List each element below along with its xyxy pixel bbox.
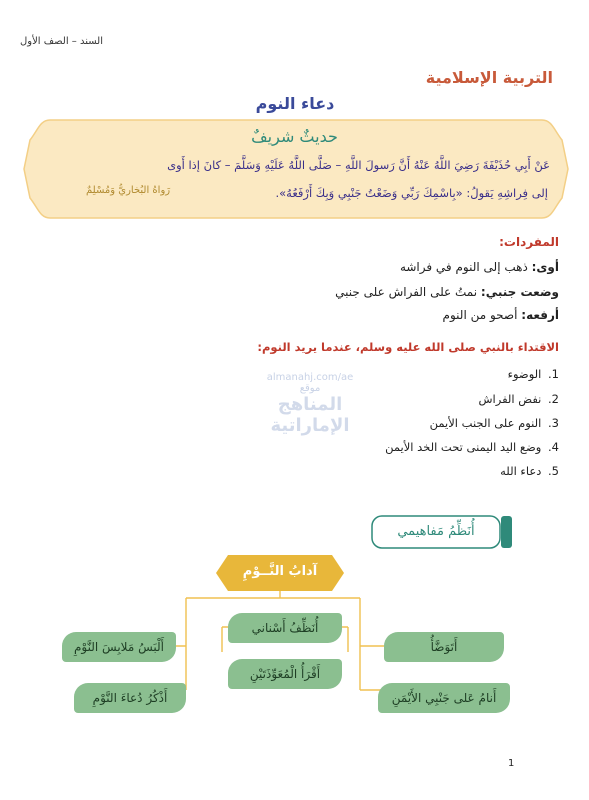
list-number: 5. [548, 464, 559, 478]
list-text: دعاء الله [500, 464, 542, 478]
list-text: الوضوء [507, 367, 542, 381]
hadith-title: حديثٌ شريفٌ [251, 127, 338, 146]
vocabulary-title: المفردات: [499, 235, 559, 249]
concept-node: أَقْرَأُ الْمُعَوِّذَتَيْنِ [228, 659, 342, 689]
vocabulary-term: أرفعه: [521, 308, 559, 322]
vocabulary-meaning: أصحو من النوم [442, 308, 522, 322]
list-number: 1. [548, 367, 559, 381]
concept-node: أَتَوَضَّأُ [384, 632, 504, 662]
steps-title: الاقتداء بالنبي صلى الله عليه وسلم، عندما يريد النوم: [257, 340, 559, 354]
vocabulary-meaning: نمتُ على الفراش على جنبي [335, 285, 481, 299]
list-number: 4. [548, 440, 559, 454]
list-text: وضع اليد اليمنى تحت الخد الأيمن [385, 440, 542, 454]
hadith-source: رَواهُ البُخاريُّ وَمُسْلِمٌ [86, 185, 171, 196]
concept-tab-label: أُنَظِّمُ مَفاهيمي [397, 524, 475, 539]
vocabulary-term: وضعت جنبي: [480, 285, 559, 299]
page-number: 1 [508, 758, 515, 769]
list-number: 2. [548, 392, 559, 406]
hadith-text-line: إلى فِراشِهِ يَقولُ: «بِاسْمِكَ رَبِّي وَضَعْتُ جَنْبِي وَبِكَ أَرْفَعُهُ». [275, 186, 548, 200]
vocabulary-meaning: ذهب إلى النوم في فراشه [399, 260, 532, 274]
list-text: النوم على الجنب الأيمن [429, 416, 542, 430]
concept-node: أَنامُ عَلى جَنْبِي الأَيْمَنِ [378, 683, 510, 713]
document-header: السند – الصف الأول [20, 36, 103, 47]
concept-center-label: آدابُ النَّــوْمِ [242, 564, 318, 579]
list-number: 3. [548, 416, 559, 430]
watermark-url: almanahj.com/ae [266, 372, 354, 383]
concept-node: أُنَظِّفُ أَسْناني [228, 613, 342, 643]
concept-node: أَلْبَسُ مَلابِسَ النَّوْمِ [62, 632, 176, 662]
lesson-title: دعاء النوم [255, 94, 335, 113]
vocabulary-term: أوى: [531, 260, 559, 274]
subject-title: التربية الإسلامية [425, 68, 553, 87]
list-text: نفض الفراش [478, 392, 542, 406]
hadith-text-line: عَنْ أَبِي حُذَيْفَةَ رَضِيَ اللَّهُ عَنْهُ أَنَّ رَسولَ اللَّهِ – صَلَّى اللَّهُ عَلَيْهِ وَسَلَّمَ – كانَ إذا أَوى [167, 158, 550, 172]
watermark-line: موقع [299, 383, 321, 394]
watermark-line: المناهج الإماراتية [270, 394, 350, 436]
concept-node: أَذْكُرُ دُعاءَ النَّوْمِ [74, 683, 186, 713]
